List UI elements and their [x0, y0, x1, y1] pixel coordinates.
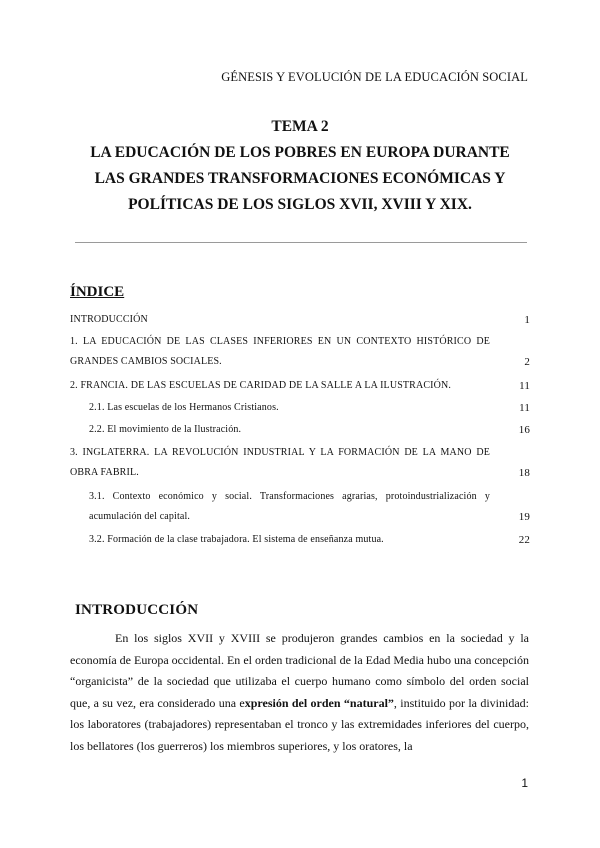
toc-entry-3[interactable] [70, 443, 530, 483]
tema-label: TEMA 2 [271, 118, 329, 135]
toc-entry-text: 3.1. Contexto económico y social. Transformaciones agrarias, protoindustrialización y acumulación del capital. [89, 491, 490, 522]
toc-entry-2-1[interactable] [89, 398, 530, 418]
toc-entry-text: 1. LA EDUCACIÓN DE LAS CLASES INFERIORES EN UN CONTEXTO HISTÓRICO DE GRANDES CAMBIOS SOCIALES. [70, 336, 490, 367]
paragraph-text-start: En los siglos XVII y XVIII se produjeron grandes cambios en la sociedad y la economía de Europa occidental. En el orden tradicional de la Edad Media hubo una concepción “organicista” de la sociedad que utilizaba el cuerpo humano como símbolo del orden social que, a su vez, era considerado una e [70, 631, 529, 710]
toc-entry-page: 11 [519, 380, 530, 392]
toc-entry-text: 3.2. Formación de la clase trabajadora. El sistema de enseñanza mutua. [89, 534, 384, 545]
running-header: GÉNESIS Y EVOLUCIÓN DE LA EDUCACIÓN SOCIAL [221, 70, 528, 84]
body-paragraph [70, 628, 529, 757]
toc-entry-3-2[interactable] [89, 530, 530, 550]
toc-entry-text: 3. INGLATERRA. LA REVOLUCIÓN INDUSTRIAL Y LA FORMACIÓN DE LA MANO DE OBRA FABRIL. [70, 447, 490, 478]
toc-entry-page: 18 [518, 467, 530, 479]
toc-entry-page: 22 [518, 534, 530, 546]
toc-entry-page: 16 [518, 424, 530, 436]
toc-entry-text: 2.2. El movimiento de la Ilustración. [89, 424, 242, 435]
section-heading-introduccion: INTRODUCCIÓN [75, 602, 199, 618]
toc-entry-1[interactable] [70, 332, 530, 372]
title-line-3: POLÍTICAS DE LOS SIGLOS XVII, XVIII Y XIX. [128, 196, 472, 213]
title-line-1: LA EDUCACIÓN DE LOS POBRES EN EUROPA DURANTE [90, 144, 510, 161]
toc-entry-page: 11 [519, 402, 530, 414]
toc-entry-2-2[interactable] [89, 420, 530, 440]
title-divider [75, 242, 527, 243]
document-title [70, 114, 530, 218]
paragraph-text-end: , instituido por la divinidad: los laboratores (trabajadores) representaban el tronco y las extremidades inferiores del cuerpo, los bellatores (los guerreros) los miembros superiores, y los oratores, la [70, 695, 529, 753]
toc-entry-3-1[interactable] [89, 487, 530, 527]
toc-entry-introduccion[interactable] [70, 310, 530, 330]
paragraph [70, 628, 529, 757]
page-number: 1 [521, 776, 528, 790]
toc-entry-text: 2.1. Las escuelas de los Hermanos Cristianos. [89, 402, 279, 413]
paragraph-bold-phrase: xpresión del orden “natural” [244, 695, 394, 710]
toc-entry-page: 19 [518, 511, 530, 523]
toc-entry-page: 1 [524, 314, 530, 326]
toc-entry-page: 2 [524, 356, 530, 368]
title-line-2: LAS GRANDES TRANSFORMACIONES ECONÓMICAS Y [94, 170, 506, 187]
toc-entry-2[interactable] [70, 376, 530, 396]
toc-entry-text: 2. FRANCIA. DE LAS ESCUELAS DE CARIDAD DE LA SALLE A LA ILUSTRACIÓN. [70, 380, 452, 391]
toc-heading: ÍNDICE [70, 284, 125, 300]
toc-entry-text: INTRODUCCIÓN [70, 314, 148, 325]
